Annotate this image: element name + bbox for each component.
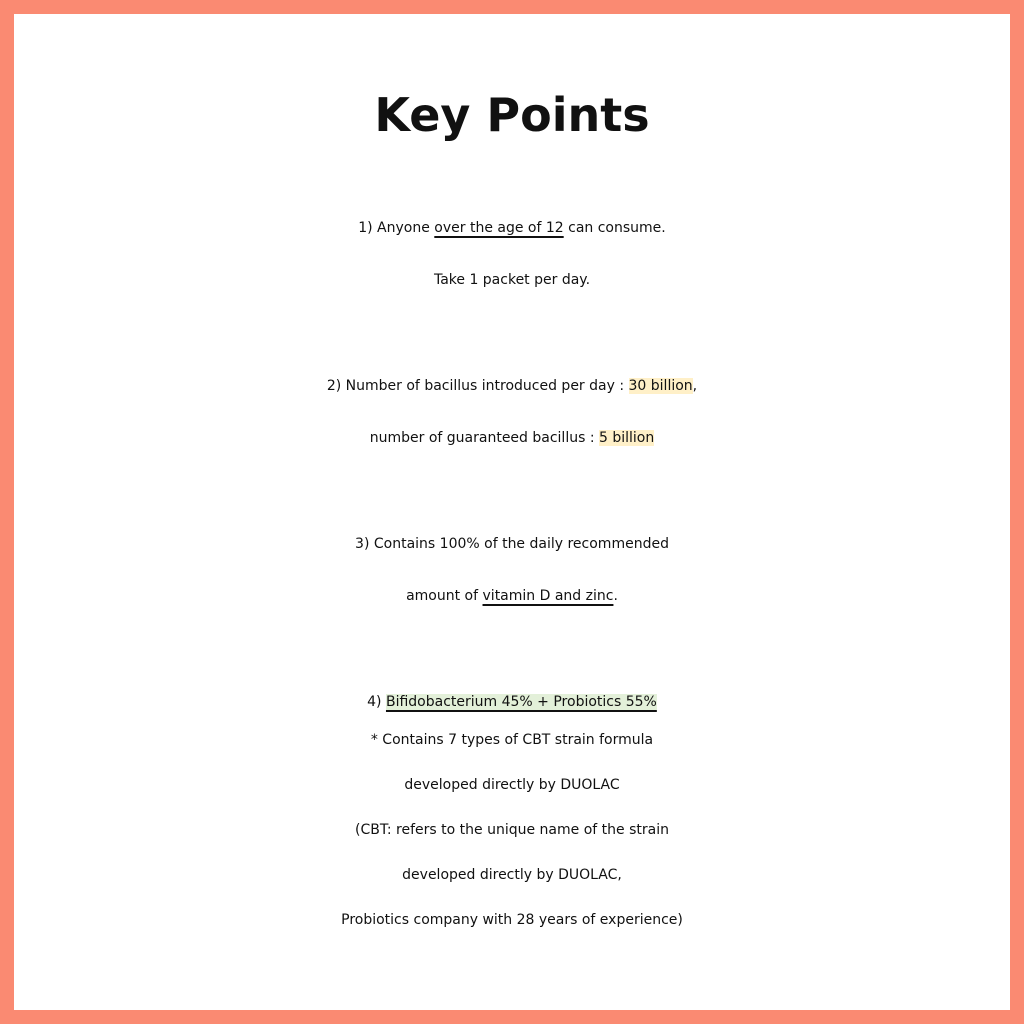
point-4-line-1 (14, 694, 1010, 711)
point-2-comma: , (692, 378, 698, 394)
point-2-text-2: number of guaranteed bacillus : (369, 430, 599, 446)
point-1-text: 1) Anyone (358, 220, 435, 236)
vitamin-zinc-emphasis: vitamin D and zinc (482, 588, 614, 604)
point-2-text: 2) Number of bacillus introduced per day : (326, 378, 629, 394)
page-title: Key Points (374, 88, 650, 142)
note-line: * Contains 7 types of CBT strain formula (370, 732, 654, 748)
point-3-line-1: 3) Contains 100% of the daily recommended (355, 536, 669, 552)
note-line: (CBT: refers to the unique name of the strain (355, 822, 669, 838)
point-3-text: amount of (406, 588, 483, 604)
age-requirement: over the age of 12 (434, 220, 564, 236)
point-2-line-1 (14, 378, 1010, 395)
point-2-line-2 (14, 430, 1010, 447)
point-3-line-2 (14, 588, 1010, 605)
strain-ratio-highlight: Bifidobacterium 45% + Probiotics 55% (385, 694, 657, 710)
note-line: Probiotics company with 28 years of experience) (341, 912, 683, 928)
point-4-number: 4) (367, 694, 386, 710)
guaranteed-bacillus-highlight: 5 billion (599, 430, 655, 446)
point-1-line-1 (14, 220, 1010, 237)
bacillus-per-day-highlight: 30 billion (628, 378, 693, 394)
note-line: developed directly by DUOLAC, (402, 867, 622, 883)
point-1-text-end: can consume. (563, 220, 666, 236)
note-line: developed directly by DUOLAC (404, 777, 620, 793)
point-1-line-2: Take 1 packet per day. (433, 272, 591, 288)
key-points-card (14, 14, 1010, 1010)
point-3-period: . (613, 588, 618, 604)
